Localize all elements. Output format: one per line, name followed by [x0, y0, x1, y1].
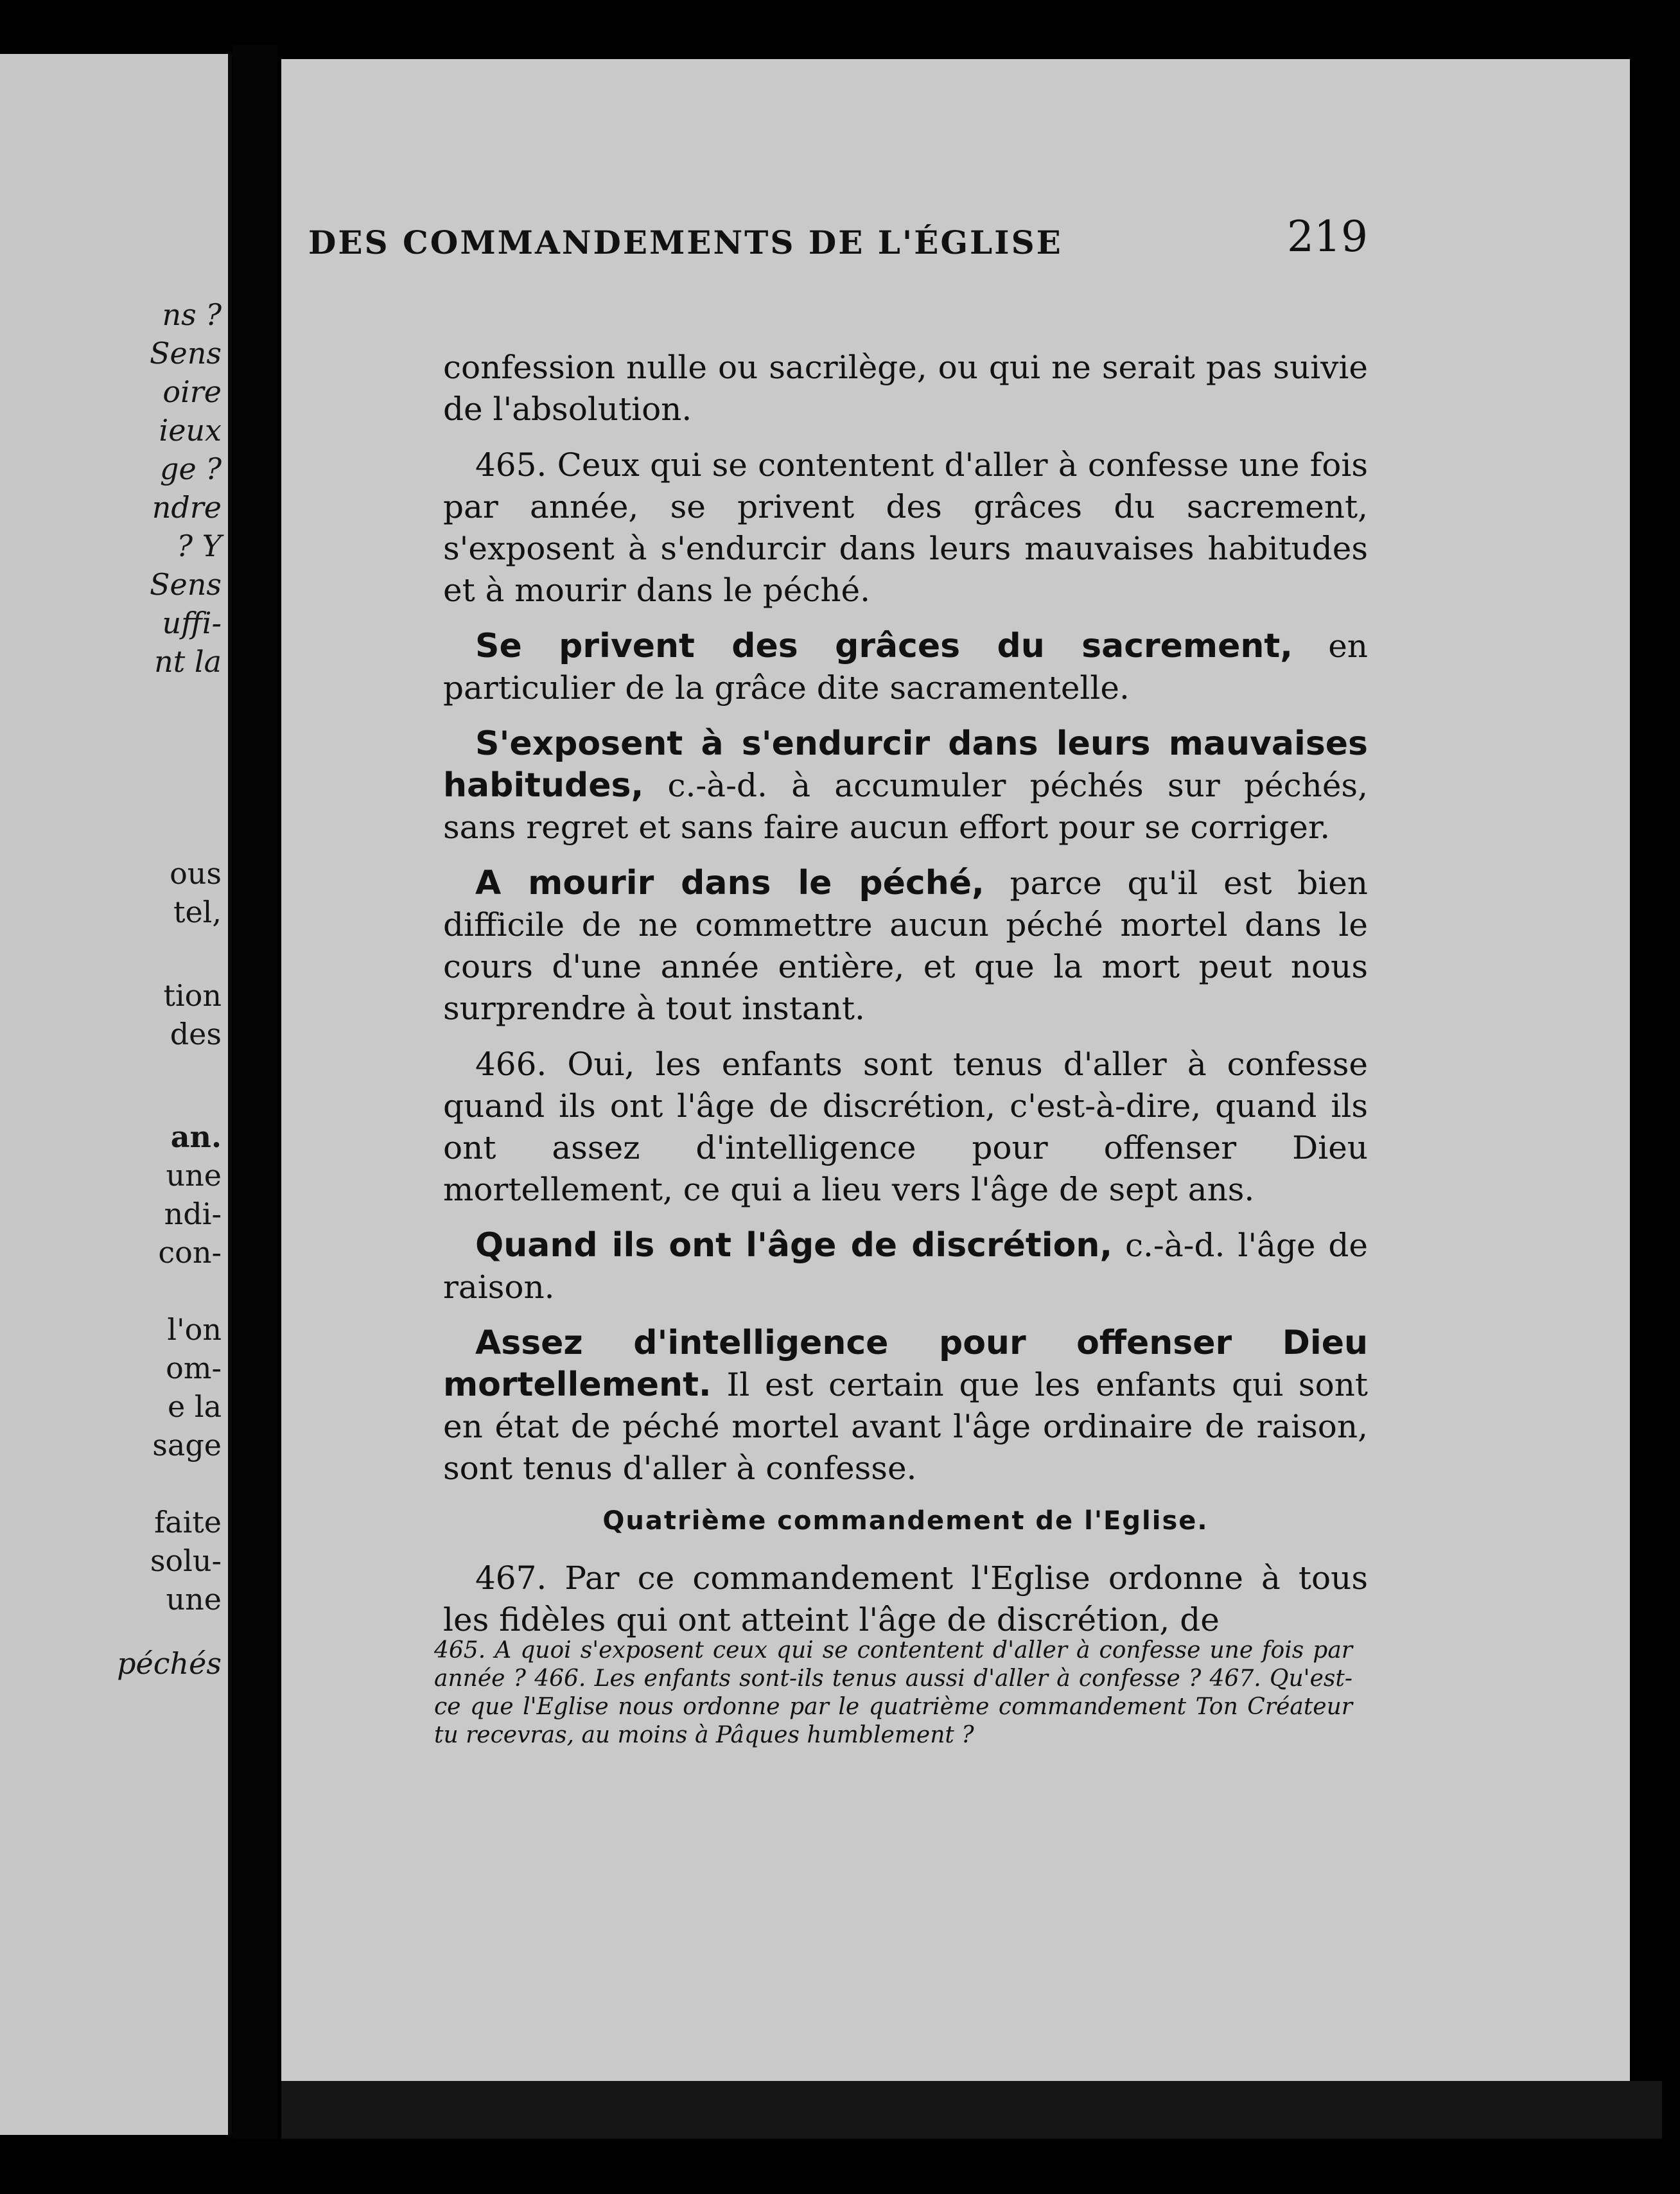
- running-title: DES COMMANDEMENTS DE L'ÉGLISE: [308, 224, 1063, 261]
- commentary-text: c.-à-d. l'âge de raison.: [443, 1227, 1368, 1306]
- commentary-text: en particulier de la grâce dite sacramentelle.: [443, 627, 1369, 706]
- section-heading: Quatrième commandement de l'Eglise.: [602, 1506, 1209, 1536]
- paragraph-commentary-3: [443, 863, 1368, 1030]
- paragraph-467: 467. Par ce commandement l'Eglise ordonne à tous les fidèles qui ont atteint l'âge de discrétion, de: [443, 1559, 1368, 1638]
- paragraph-commentary-4: [443, 1225, 1368, 1308]
- left-page-line: faite: [154, 1505, 222, 1540]
- left-page-line: une: [166, 1582, 222, 1617]
- left-page-line: tel,: [173, 895, 222, 929]
- commentary-text: c.-à-d. à accumuler péchés sur péchés, sans regret et sans faire aucun effort pour se corriger.: [443, 767, 1368, 846]
- commentary-lead: A mourir dans le péché,: [475, 864, 984, 902]
- commentary-lead: Quand ils ont l'âge de discrétion,: [475, 1226, 1113, 1265]
- left-page-line: ? Y: [177, 529, 222, 563]
- left-page-line: nt la: [154, 644, 222, 679]
- paragraph-465: 465. Ceux qui se contentent d'aller à confesse une fois par année, se privent des grâces du sacrement, s'exposent à s'endurcir dans leurs mauvaises habitudes et à mourir dans le péché.: [443, 446, 1368, 609]
- running-header: [308, 212, 1368, 283]
- page-edge-shadow: [281, 2081, 1662, 2139]
- footnotes: [434, 1637, 1352, 1750]
- left-page-line: Sens: [150, 567, 222, 602]
- left-page-line: l'on: [167, 1312, 222, 1347]
- paragraph-continued: confession nulle ou sacrilège, ou qui ne serait pas suivie de l'absolution.: [443, 349, 1368, 428]
- book-gutter: [232, 45, 277, 2139]
- left-page-line: des: [170, 1017, 222, 1051]
- paragraph-466: 466. Oui, les enfants sont tenus d'aller à confesse quand ils ont l'âge de discrétion, c'est-à-dire, quand ils ont assez d'intelligence pour offenser Dieu mortellement, ce qui a lieu vers l'âge de sept ans.: [443, 1046, 1368, 1208]
- left-page-line: tion: [163, 978, 222, 1013]
- page-number: 219: [1287, 212, 1368, 261]
- commentary-text: parce qu'il est bien difficile de ne commettre aucun péché mortel dans le cours d'une année entière, et que la mort peut nous surprendre à tout instant.: [443, 864, 1368, 1027]
- commentary-lead: S'exposent à s'endurcir dans leurs mauvaises habitudes,: [443, 724, 1368, 805]
- left-page-line: ge ?: [160, 452, 222, 486]
- body-text: [443, 347, 1368, 1747]
- paragraph-commentary-5: [443, 1322, 1368, 1489]
- left-page-line: oire: [162, 374, 222, 409]
- commentary-lead: Se privent des grâces du sacrement,: [475, 627, 1293, 665]
- left-page-line: Sens: [150, 336, 222, 371]
- left-page-line: e la: [168, 1389, 222, 1424]
- commentary-text: Il est certain que les enfants qui sont en état de péché mortel avant l'âge ordinaire de raison, sont tenus d'aller à confesse.: [443, 1366, 1368, 1487]
- left-page-line: ns ?: [162, 297, 222, 332]
- footnote-questions: 465. A quoi s'exposent ceux qui se contentent d'aller à confesse une fois par année ? 466. Les enfants sont-ils tenus aussi d'aller à confesse ? 467. Qu'est-ce que l'Eglise nous ordonne par le quatrième commandement Ton Créateur tu recevras, au moins à Pâques humblement ?: [434, 1637, 1352, 1748]
- left-page-line: solu-: [150, 1543, 222, 1578]
- paragraph-commentary-2: [443, 723, 1368, 848]
- left-page-line: ieux: [159, 413, 222, 448]
- left-page-line: ous: [170, 856, 222, 891]
- left-page-line: ndre: [152, 490, 222, 525]
- left-page-line: une: [166, 1158, 222, 1193]
- left-page-line: péchés: [117, 1646, 222, 1681]
- left-page-line: an.: [170, 1119, 222, 1154]
- commentary-lead: Assez d'intelligence pour offenser Dieu mortellement.: [443, 1324, 1368, 1404]
- paragraph-commentary-1: [443, 626, 1368, 709]
- left-page-line: uffi-: [162, 606, 222, 640]
- left-page-line: con-: [158, 1235, 222, 1270]
- left-page-fragment: [0, 54, 232, 2135]
- left-page-line: ndi-: [164, 1197, 222, 1231]
- left-page-line: sage: [152, 1428, 222, 1462]
- left-page-line: om-: [166, 1351, 222, 1385]
